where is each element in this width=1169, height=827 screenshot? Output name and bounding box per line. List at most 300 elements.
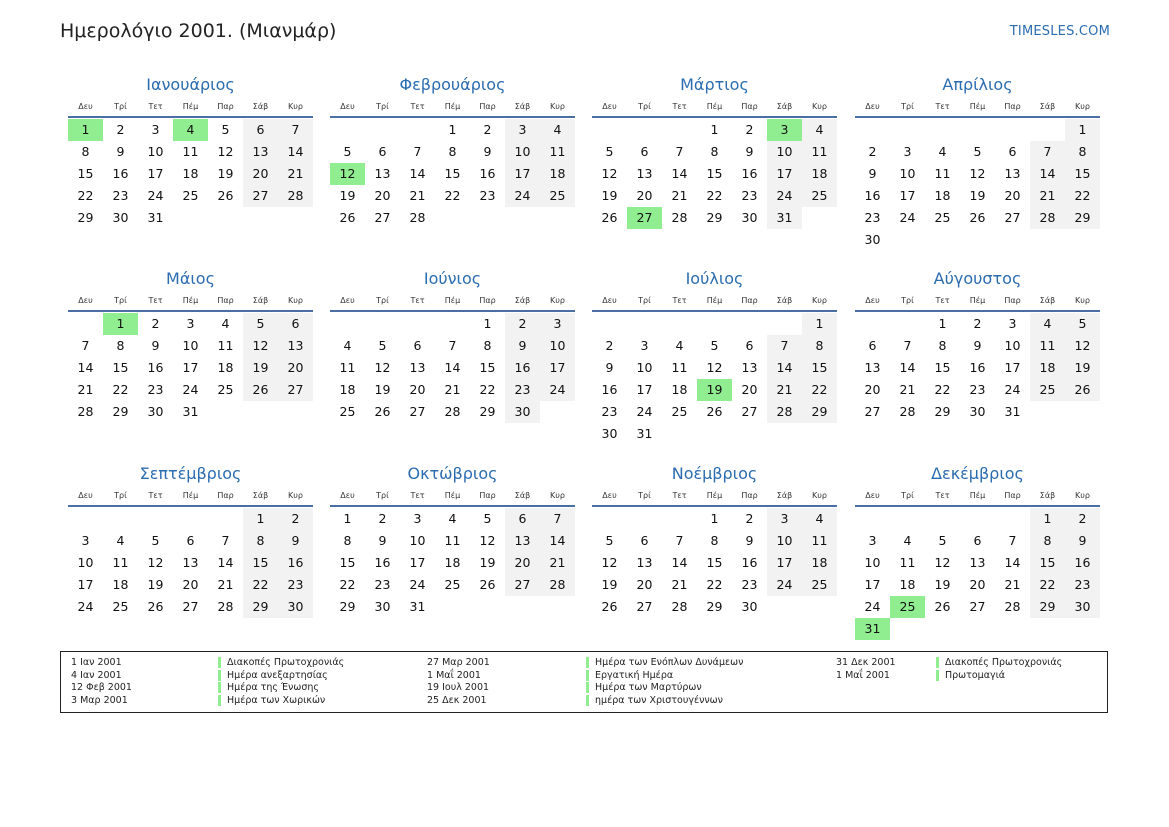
legend-col-2-dates — [427, 657, 490, 708]
day-cell: 7 — [1008, 533, 1017, 548]
day-cell: 13 — [969, 555, 986, 570]
day-cell: 31 — [767, 207, 802, 229]
days-grid — [330, 313, 575, 423]
header-rule — [330, 310, 575, 312]
day-cell: 1 — [710, 511, 719, 526]
day-cell: 17 — [767, 552, 802, 574]
day-cell: 3 — [640, 338, 649, 353]
day-cell: 20 — [741, 382, 758, 397]
month-calendar — [330, 462, 575, 618]
day-cell: 21 — [1030, 185, 1065, 207]
day-cell: 23 — [479, 188, 496, 203]
legend-col-3-names — [936, 657, 1062, 682]
day-cell: 24 — [899, 210, 916, 225]
days-grid — [592, 313, 837, 445]
day-cell: 5 — [243, 313, 278, 335]
day-cell: 2 — [1065, 508, 1100, 530]
day-cell: 20 — [243, 163, 278, 185]
day-cell: 3 — [903, 144, 912, 159]
weekday-label: Τετ — [148, 102, 163, 111]
day-cell: 10 — [505, 141, 540, 163]
header-rule — [855, 505, 1100, 507]
day-cell: 24 — [409, 577, 426, 592]
day-cell: 29 — [706, 210, 723, 225]
weekday-label: Σάβ — [252, 102, 269, 111]
day-cell: 12 — [147, 555, 164, 570]
month-name: Νοέμβριος — [671, 464, 758, 483]
day-cell: 10 — [767, 530, 802, 552]
day-cell: 4 — [1030, 313, 1065, 335]
weekday-label: Παρ — [217, 102, 234, 111]
day-cell: 2 — [483, 122, 492, 137]
weekday-label: Τρί — [901, 102, 914, 111]
month-name: Ιανουάριος — [146, 75, 235, 94]
weekday-label: Τετ — [672, 296, 687, 305]
weekday-label: Τετ — [148, 491, 163, 500]
legend-date: 1 Μαΐ 2001 — [427, 669, 481, 681]
holiday-day-cell: 27 — [627, 207, 662, 229]
day-cell: 5 — [605, 533, 614, 548]
day-cell: 8 — [1065, 141, 1100, 163]
day-cell: 25 — [934, 210, 951, 225]
day-cell: 19 — [147, 577, 164, 592]
day-cell: 16 — [374, 555, 391, 570]
day-cell: 6 — [868, 338, 877, 353]
day-cell: 22 — [243, 574, 278, 596]
header-rule — [592, 505, 837, 507]
day-cell: 28 — [899, 404, 916, 419]
month-calendar — [68, 73, 313, 229]
day-cell: 2 — [745, 511, 754, 526]
day-cell: 16 — [1065, 552, 1100, 574]
day-cell: 11 — [934, 166, 951, 181]
day-cell: 8 — [483, 338, 492, 353]
day-cell: 4 — [448, 511, 457, 526]
weekday-label: Σάβ — [776, 491, 793, 500]
day-cell: 28 — [671, 210, 688, 225]
day-cell: 25 — [444, 577, 461, 592]
day-cell: 9 — [745, 533, 754, 548]
day-cell: 6 — [640, 144, 649, 159]
month-name: Απρίλιος — [942, 75, 1013, 94]
day-cell: 12 — [934, 555, 951, 570]
day-cell: 5 — [378, 338, 387, 353]
day-cell: 26 — [934, 599, 951, 614]
day-cell: 14 — [217, 555, 234, 570]
day-cell: 3 — [151, 122, 160, 137]
weekday-label: Κυρ — [1075, 102, 1090, 111]
weekday-label: Πέμ — [444, 491, 461, 500]
day-cell: 9 — [745, 144, 754, 159]
day-cell: 11 — [217, 338, 234, 353]
day-cell: 27 — [182, 599, 199, 614]
weekday-label: Τετ — [148, 296, 163, 305]
day-cell: 19 — [374, 382, 391, 397]
legend-col-1-names — [218, 657, 344, 708]
weekday-label: Δευ — [340, 102, 355, 111]
day-cell: 1 — [448, 122, 457, 137]
day-cell: 31 — [636, 426, 653, 441]
weekday-label: Παρ — [479, 102, 496, 111]
day-cell: 3 — [1008, 316, 1017, 331]
weekday-label: Δευ — [78, 296, 93, 305]
page-title: Ημερολόγιο 2001. (Μιανμάρ) — [60, 20, 337, 42]
weekday-label: Παρ — [741, 102, 758, 111]
day-cell: 14 — [540, 530, 575, 552]
day-cell: 14 — [671, 166, 688, 181]
day-cell: 7 — [675, 533, 684, 548]
day-cell: 24 — [1004, 382, 1021, 397]
day-cell: 27 — [243, 185, 278, 207]
day-cell: 23 — [278, 574, 313, 596]
day-cell: 24 — [147, 188, 164, 203]
legend-col-2-names — [586, 657, 743, 708]
day-cell: 31 — [147, 210, 164, 225]
day-cell: 17 — [864, 577, 881, 592]
days-grid — [330, 119, 575, 229]
day-cell: 17 — [540, 357, 575, 379]
day-cell: 18 — [112, 577, 129, 592]
day-cell: 21 — [671, 188, 688, 203]
weekday-label: Σάβ — [252, 491, 269, 500]
weekday-label: Σάβ — [514, 491, 531, 500]
weekday-label: Τρί — [376, 491, 389, 500]
day-cell: 26 — [217, 188, 234, 203]
day-cell: 30 — [741, 210, 758, 225]
legend-holiday-name: Διακοπές Πρωτοχρονιάς — [218, 657, 344, 668]
day-cell: 11 — [182, 144, 199, 159]
day-cell: 10 — [636, 360, 653, 375]
day-cell: 13 — [636, 166, 653, 181]
weekday-label: Πέμ — [182, 102, 199, 111]
weekday-label: Σάβ — [252, 296, 269, 305]
day-cell: 13 — [409, 360, 426, 375]
day-cell: 22 — [444, 188, 461, 203]
legend-holiday-name: Εργατική Ημέρα — [586, 670, 673, 681]
day-cell: 4 — [675, 338, 684, 353]
weekday-label: Δευ — [602, 491, 617, 500]
legend-holiday-name: Ημέρα των Μαρτύρων — [586, 682, 702, 693]
day-cell: 14 — [77, 360, 94, 375]
header-rule — [592, 310, 837, 312]
day-cell: 10 — [1004, 338, 1021, 353]
day-cell: 6 — [505, 508, 540, 530]
day-cell: 19 — [339, 188, 356, 203]
weekday-label: Δευ — [865, 491, 880, 500]
day-cell: 9 — [868, 166, 877, 181]
day-cell: 31 — [1004, 404, 1021, 419]
day-cell: 15 — [934, 360, 951, 375]
day-cell: 15 — [112, 360, 129, 375]
header-rule — [68, 310, 313, 312]
day-cell: 10 — [77, 555, 94, 570]
day-cell: 27 — [741, 404, 758, 419]
day-cell: 3 — [81, 533, 90, 548]
day-cell: 7 — [81, 338, 90, 353]
day-cell: 15 — [1030, 552, 1065, 574]
weekday-label: Τρί — [638, 102, 651, 111]
day-cell: 16 — [147, 360, 164, 375]
day-cell: 23 — [1065, 574, 1100, 596]
day-cell: 7 — [767, 335, 802, 357]
day-cell: 13 — [864, 360, 881, 375]
day-cell: 7 — [675, 144, 684, 159]
day-cell: 8 — [802, 335, 837, 357]
day-cell: 29 — [479, 404, 496, 419]
day-cell: 28 — [540, 574, 575, 596]
day-cell: 20 — [182, 577, 199, 592]
weekday-label: Δευ — [602, 102, 617, 111]
day-cell: 8 — [343, 533, 352, 548]
day-cell: 14 — [1030, 163, 1065, 185]
day-cell: 15 — [444, 166, 461, 181]
day-cell: 13 — [1004, 166, 1021, 181]
day-cell: 11 — [444, 533, 461, 548]
day-cell: 23 — [112, 188, 129, 203]
day-cell: 5 — [483, 511, 492, 526]
day-cell: 29 — [243, 596, 278, 618]
day-cell: 16 — [741, 166, 758, 181]
day-cell: 30 — [741, 599, 758, 614]
day-cell: 7 — [413, 144, 422, 159]
day-cell: 22 — [802, 379, 837, 401]
weekday-label: Σάβ — [1039, 296, 1056, 305]
day-cell: 27 — [636, 599, 653, 614]
day-cell: 19 — [1065, 357, 1100, 379]
day-cell: 15 — [243, 552, 278, 574]
day-cell: 30 — [969, 404, 986, 419]
weekday-label: Δευ — [865, 102, 880, 111]
day-cell: 10 — [147, 144, 164, 159]
day-cell: 9 — [973, 338, 982, 353]
day-cell: 14 — [278, 141, 313, 163]
day-cell: 26 — [243, 379, 278, 401]
weekday-label: Τρί — [376, 296, 389, 305]
day-cell: 7 — [448, 338, 457, 353]
day-cell: 5 — [973, 144, 982, 159]
weekday-label: Σάβ — [776, 296, 793, 305]
days-grid — [855, 119, 1100, 251]
holiday-day-cell: 31 — [855, 618, 890, 640]
day-cell: 25 — [339, 404, 356, 419]
weekday-label: Τρί — [901, 491, 914, 500]
day-cell: 21 — [217, 577, 234, 592]
weekday-label: Σάβ — [1039, 491, 1056, 500]
day-cell: 31 — [409, 599, 426, 614]
weekday-header — [592, 100, 837, 114]
day-cell: 1 — [710, 122, 719, 137]
weekday-label: Κυρ — [288, 296, 303, 305]
day-cell: 13 — [243, 141, 278, 163]
day-cell: 10 — [409, 533, 426, 548]
day-cell: 2 — [605, 338, 614, 353]
day-cell: 14 — [1004, 555, 1021, 570]
day-cell: 20 — [505, 552, 540, 574]
day-cell: 22 — [706, 188, 723, 203]
holiday-day-cell: 25 — [890, 596, 925, 618]
days-grid — [592, 508, 837, 618]
day-cell: 24 — [182, 382, 199, 397]
legend-date: 1 Μαΐ 2001 — [836, 669, 890, 681]
day-cell: 6 — [1008, 144, 1017, 159]
day-cell: 27 — [1004, 210, 1021, 225]
weekday-label: Σάβ — [514, 296, 531, 305]
day-cell: 20 — [409, 382, 426, 397]
day-cell: 30 — [1065, 596, 1100, 618]
day-cell: 19 — [601, 188, 618, 203]
legend-date: 31 Δεκ 2001 — [836, 657, 896, 668]
weekday-label: Τετ — [935, 102, 950, 111]
day-cell: 18 — [1030, 357, 1065, 379]
day-cell: 4 — [540, 119, 575, 141]
day-cell: 6 — [243, 119, 278, 141]
weekday-label: Τρί — [638, 296, 651, 305]
day-cell: 23 — [374, 577, 391, 592]
day-cell: 2 — [378, 511, 387, 526]
day-cell: 9 — [278, 530, 313, 552]
legend-holiday-name: Ημέρα ανεξαρτησίας — [218, 670, 328, 681]
day-cell: 5 — [343, 144, 352, 159]
month-calendar — [592, 267, 837, 445]
day-cell: 16 — [864, 188, 881, 203]
header-rule — [855, 310, 1100, 312]
day-cell: 16 — [112, 166, 129, 181]
day-cell: 15 — [77, 166, 94, 181]
legend-date: 1 Ιαν 2001 — [71, 657, 122, 668]
day-cell: 8 — [81, 144, 90, 159]
weekday-label: Κυρ — [812, 102, 827, 111]
weekday-label: Πέμ — [182, 296, 199, 305]
month-name: Ιούνιος — [423, 269, 482, 288]
header-rule — [330, 505, 575, 507]
day-cell: 11 — [899, 555, 916, 570]
day-cell: 18 — [444, 555, 461, 570]
day-cell: 19 — [601, 577, 618, 592]
weekday-label: Παρ — [1004, 296, 1021, 305]
day-cell: 8 — [448, 144, 457, 159]
day-cell: 18 — [934, 188, 951, 203]
day-cell: 22 — [1030, 574, 1065, 596]
day-cell: 30 — [278, 596, 313, 618]
site-link[interactable]: TIMESLES.COM — [1009, 24, 1110, 39]
month-calendar — [330, 73, 575, 229]
day-cell: 28 — [1030, 207, 1065, 229]
weekday-label: Τρί — [638, 491, 651, 500]
day-cell: 21 — [278, 163, 313, 185]
weekday-label: Δευ — [340, 491, 355, 500]
day-cell: 14 — [671, 555, 688, 570]
day-cell: 12 — [1065, 335, 1100, 357]
day-cell: 2 — [745, 122, 754, 137]
day-cell: 21 — [444, 382, 461, 397]
weekday-header — [68, 294, 313, 308]
day-cell: 6 — [745, 338, 754, 353]
day-cell: 4 — [802, 119, 837, 141]
day-cell: 28 — [409, 210, 426, 225]
day-cell: 26 — [147, 599, 164, 614]
day-cell: 29 — [112, 404, 129, 419]
day-cell: 20 — [969, 577, 986, 592]
days-grid — [68, 119, 313, 229]
day-cell: 4 — [343, 338, 352, 353]
legend-holiday-name: ημέρα των Χριστουγέννων — [586, 695, 723, 706]
day-cell: 29 — [1030, 596, 1065, 618]
weekday-label: Δευ — [602, 296, 617, 305]
day-cell: 25 — [802, 574, 837, 596]
day-cell: 22 — [77, 188, 94, 203]
day-cell: 23 — [505, 379, 540, 401]
day-cell: 5 — [605, 144, 614, 159]
day-cell: 23 — [741, 188, 758, 203]
weekday-label: Τετ — [935, 296, 950, 305]
day-cell: 25 — [540, 185, 575, 207]
weekday-label: Παρ — [479, 296, 496, 305]
day-cell: 3 — [540, 313, 575, 335]
month-calendar — [855, 462, 1100, 640]
legend-date: 12 Φεβ 2001 — [71, 682, 132, 694]
weekday-label: Κυρ — [288, 491, 303, 500]
day-cell: 11 — [112, 555, 129, 570]
day-cell: 23 — [864, 210, 881, 225]
weekday-label: Παρ — [741, 491, 758, 500]
day-cell: 1 — [938, 316, 947, 331]
weekday-label: Παρ — [217, 296, 234, 305]
day-cell: 12 — [601, 555, 618, 570]
day-cell: 19 — [243, 357, 278, 379]
day-cell: 3 — [505, 119, 540, 141]
day-cell: 18 — [802, 552, 837, 574]
holiday-day-cell: 12 — [330, 163, 365, 185]
day-cell: 26 — [374, 404, 391, 419]
day-cell: 2 — [973, 316, 982, 331]
day-cell: 18 — [899, 577, 916, 592]
month-calendar — [330, 267, 575, 423]
month-name: Μάρτιος — [680, 75, 749, 94]
day-cell: 25 — [802, 185, 837, 207]
day-cell: 17 — [77, 577, 94, 592]
weekday-label: Πέμ — [182, 491, 199, 500]
weekday-label: Πέμ — [706, 296, 723, 305]
day-cell: 26 — [479, 577, 496, 592]
day-cell: 12 — [479, 533, 496, 548]
legend-col-3-dates — [836, 657, 896, 682]
day-cell: 6 — [278, 313, 313, 335]
day-cell: 30 — [147, 404, 164, 419]
day-cell: 11 — [671, 360, 688, 375]
day-cell: 26 — [601, 210, 618, 225]
legend-date: 19 Ιουλ 2001 — [427, 682, 490, 694]
day-cell: 16 — [741, 555, 758, 570]
day-cell: 18 — [217, 360, 234, 375]
day-cell: 2 — [116, 122, 125, 137]
day-cell: 27 — [864, 404, 881, 419]
day-cell: 17 — [1004, 360, 1021, 375]
day-cell: 15 — [706, 166, 723, 181]
day-cell: 5 — [938, 533, 947, 548]
weekday-header — [68, 489, 313, 503]
day-cell: 7 — [903, 338, 912, 353]
day-cell: 12 — [969, 166, 986, 181]
day-cell: 8 — [710, 533, 719, 548]
day-cell: 9 — [116, 144, 125, 159]
day-cell: 20 — [374, 188, 391, 203]
day-cell: 7 — [540, 508, 575, 530]
day-cell: 15 — [706, 555, 723, 570]
legend-holiday-name: Διακοπές Πρωτοχρονιάς — [936, 657, 1062, 668]
weekday-label: Κυρ — [550, 296, 565, 305]
header-rule — [68, 116, 313, 118]
day-cell: 9 — [378, 533, 387, 548]
